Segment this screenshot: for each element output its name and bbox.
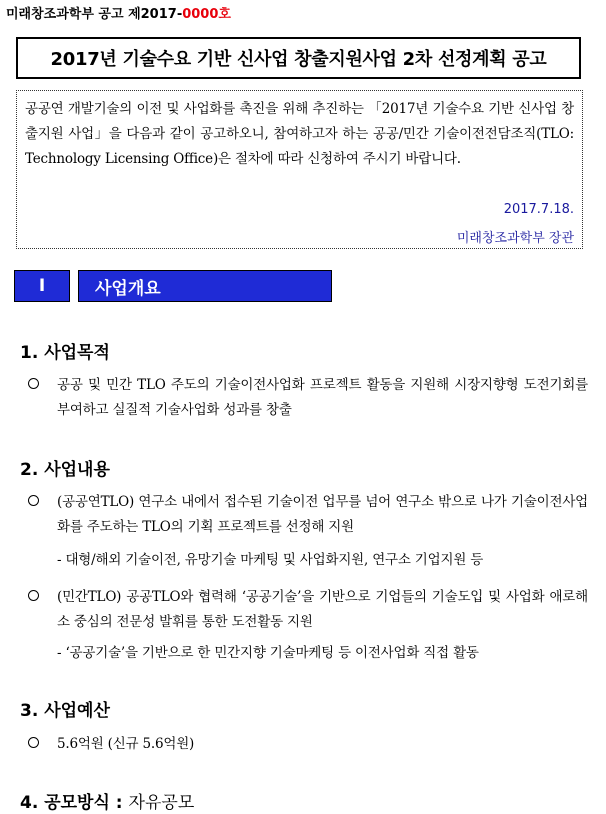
heading-content: 2. 사업내용 [20,460,110,480]
notice-number [6,3,231,22]
circle-bullet-icon [28,590,39,601]
section-title: 사업개요 [78,270,332,302]
bullet-private-tlo-text: (민간TLO) 공공TLO와 협력해 ‘공공기술’을 기반으로 기업들의 기술도입 및 사업화 애로해소 중심의 전문성 발휘를 통한 도전활동 지원 [57,589,588,630]
document-title: 2017년 기술수요 기반 신사업 창출지원사업 2차 선정계획 공고 [16,37,581,79]
bullet-purpose [28,373,588,423]
heading-budget: 3. 사업예산 [20,701,110,721]
bullet-public-tlo-text: (공공연TLO) 연구소 내에서 접수된 기술이전 업무를 넘어 연구소 밖으로 나가 기술이전사업화를 주도하는 TLO의 기획 프로젝트를 선정해 지원 [57,494,588,535]
bullet-private-tlo [28,585,588,635]
intro-text: 공공연 개발기술의 이전 및 사업화를 촉진을 위해 추진하는 「2017년 기술수요 기반 신사업 창출지원 사업」을 다음과 같이 공고하오니, 참여하고자 하는 공공/민간 기술이전전담조직(TLO: Technology Licensing Office)은 절차에 따라 신청하여 주시기 바랍니다. [25,101,574,167]
bullet-purpose-text: 공공 및 민간 TLO 주도의 기술이전사업화 프로젝트 활동을 지원해 시장지향형 도전기회를 부여하고 실질적 기술사업화 성과를 창출 [57,377,588,418]
bullet-budget-text: 5.6억원 (신규 5.6억원) [57,736,195,752]
notice-number-suffix: 0000호 [182,7,231,22]
circle-bullet-icon [28,495,39,506]
intro-box [16,90,583,249]
heading-method-label: 4. 공모방식 : [20,793,123,813]
method-value: 자유공모 [128,793,195,813]
intro-signature: 미래창조과학부 장관 [456,231,574,246]
heading-method [20,788,194,813]
sub-private-tlo: - ‘공공기술’을 기반으로 한 민간지향 기술마케팅 등 이전사업화 직접 활동 [57,645,479,661]
heading-purpose: 1. 사업목적 [20,343,110,363]
bullet-budget [28,732,588,757]
intro-date: 2017.7.18. [503,202,574,217]
circle-bullet-icon [28,378,39,389]
section-number: Ⅰ [14,270,70,302]
sub-public-tlo: - 대형/해외 기술이전, 유망기술 마케팅 및 사업화지원, 연구소 기업지원 등 [57,552,484,568]
circle-bullet-icon [28,737,39,748]
notice-number-prefix: 미래창조과학부 공고 제2017- [6,7,183,22]
bullet-public-tlo [28,490,588,540]
